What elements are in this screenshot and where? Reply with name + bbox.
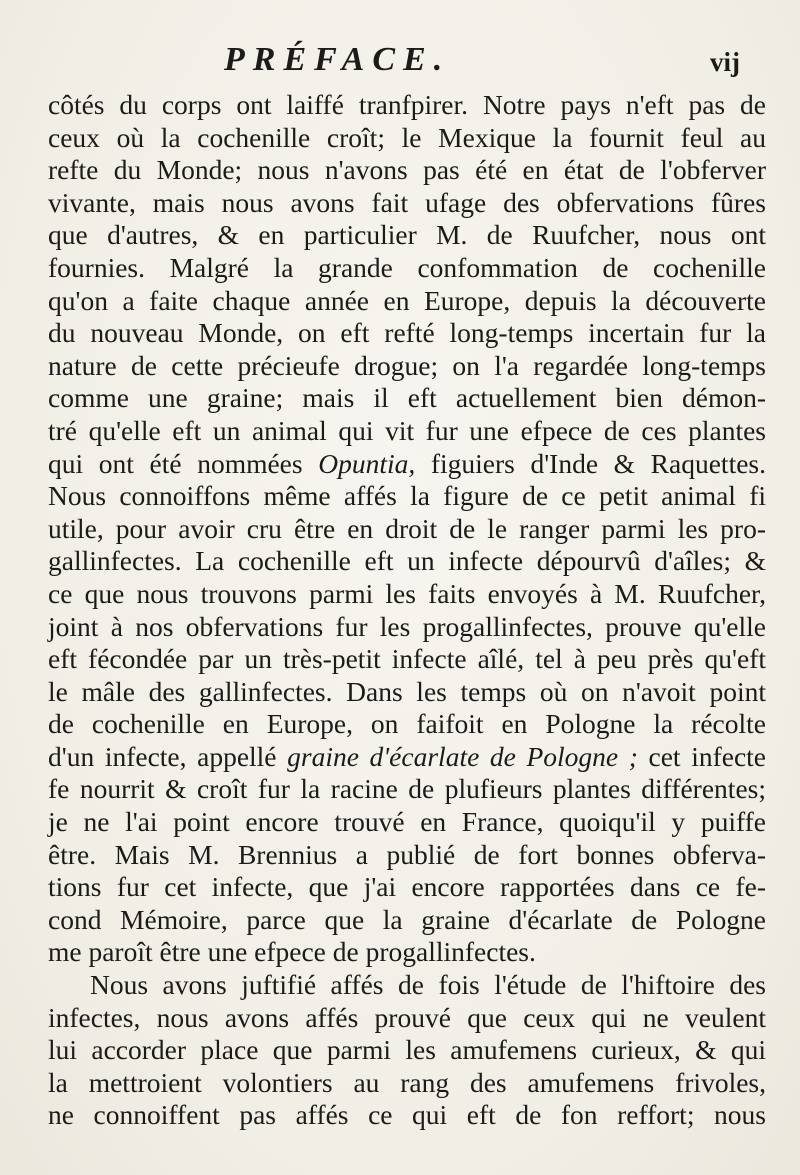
- text-run: nature de cette précieufe drogue; on l'a regardée long-temps: [48, 349, 766, 381]
- text-run: la mettroient volontiers au rang des amufemens frivoles,: [48, 1066, 766, 1098]
- text-line: [48, 350, 766, 383]
- text-run: cond Mémoire, parce que la graine d'écarlate de Pologne: [48, 903, 766, 935]
- text-run: vivante, mais nous avons fait ufage des obfervations fûres: [48, 186, 766, 218]
- text-line: [48, 480, 766, 513]
- text-line: [48, 611, 766, 644]
- text-run: lui accorder place que parmi les amufemens curieux, & qui: [48, 1034, 766, 1066]
- text-line: [48, 415, 766, 448]
- text-run: fournies. Malgré la grande confommation de cochenille: [48, 251, 766, 283]
- text-run: côtés du corps ont laiffé tranfpirer. Notre pays n'eft pas de: [48, 89, 766, 120]
- text-run: je ne l'ai point encore trouvé en France, quoiqu'il y puiffe: [48, 806, 766, 838]
- text-run: que d'autres, & en particulier M. de Ruufcher, nous ont: [48, 219, 766, 251]
- text-run: eft fécondée par un très-petit infecte aîlé, tel à peu près qu'eft: [48, 643, 766, 675]
- text-line: [48, 317, 766, 350]
- text-run: joint à nos obfervations fur les progallinfectes, prouve qu'elle: [48, 610, 766, 642]
- text-line: [48, 252, 766, 285]
- text-run: du nouveau Monde, on eft refté long-temps incertain fur la: [48, 317, 766, 349]
- text-run: Nous connoiffons même affés la figure de ce petit animal fi: [48, 480, 766, 512]
- text-run: utile, pour avoir cru être en droit de le ranger parmi les pro-: [48, 512, 766, 544]
- text-line: [48, 871, 766, 904]
- text-line: [48, 839, 766, 872]
- body-text: [48, 89, 766, 1132]
- text-line: [48, 708, 766, 741]
- text-line: [48, 969, 766, 1002]
- text-line: [48, 1002, 766, 1035]
- text-line: [48, 741, 766, 774]
- text-run: tions fur cet infecte, que j'ai encore rapportées dans ce fe-: [48, 871, 766, 903]
- text-line: [48, 806, 766, 839]
- text-run: figuiers d'Inde & Raquettes.: [415, 447, 766, 479]
- text-line: [48, 187, 766, 220]
- text-line: [48, 1067, 766, 1100]
- text-line: [48, 904, 766, 937]
- text-run: me paroît être une efpece de progallinfectes.: [48, 936, 536, 968]
- text-line: [48, 773, 766, 806]
- text-line: [48, 578, 766, 611]
- text-line: [48, 1034, 766, 1067]
- text-line: [48, 122, 766, 155]
- text-line: [48, 382, 766, 415]
- text-run: le mâle des gallinfectes. Dans les temps où on n'avoit point: [48, 675, 766, 707]
- text-run: fe nourrit & croît fur la racine de plufieurs plantes différentes;: [48, 773, 766, 805]
- text-line: [48, 1099, 766, 1132]
- text-run: refte du Monde; nous n'avons pas été en état de l'obferver: [48, 154, 766, 186]
- text-line: [48, 154, 766, 187]
- text-run: cet infecte: [637, 740, 766, 772]
- text-line: [48, 643, 766, 676]
- page-number: vij: [710, 47, 740, 77]
- text-run: ne connoiffent pas affés ce qui eft de fon reffort; nous: [48, 1099, 766, 1131]
- text-run: ce que nous trouvons parmi les faits envoyés à M. Ruufcher,: [48, 577, 766, 609]
- text-run: de cochenille en Europe, on faifoit en Pologne la récolte: [48, 708, 766, 740]
- text-run: gallinfectes. La cochenille eft un infecte dépourvû d'aîles; &: [48, 545, 766, 577]
- text-line: [48, 219, 766, 252]
- text-run: tré qu'elle eft un animal qui vit fur une efpece de ces plantes: [48, 414, 766, 446]
- page-header: [0, 36, 800, 84]
- text-run: graine d'écarlate de Pologne ;: [287, 740, 638, 772]
- text-run: ceux où la cochenille croît; le Mexique la fournit feul au: [48, 121, 766, 153]
- text-run: Opuntia,: [318, 447, 416, 479]
- text-run: qui ont été nommées: [48, 447, 319, 479]
- text-line: [48, 448, 766, 481]
- text-line: [48, 676, 766, 709]
- text-line: [48, 285, 766, 318]
- text-run: être. Mais M. Brennius a publié de fort bonnes obferva-: [48, 838, 766, 870]
- text-line: [48, 89, 766, 122]
- text-run: d'un infecte, appellé: [48, 740, 288, 772]
- text-run: Nous avons juftifié affés de fois l'étude de l'hiftoire des: [90, 969, 766, 1001]
- text-line: [48, 936, 766, 969]
- running-title: PRÉFACE.: [224, 41, 451, 78]
- text-line: [48, 545, 766, 578]
- text-line: [48, 513, 766, 546]
- text-run: qu'on a faite chaque année en Europe, depuis la découverte: [48, 284, 766, 316]
- text-run: infectes, nous avons affés prouvé que ceux qui ne veulent: [48, 1001, 766, 1033]
- text-run: comme une graine; mais il eft actuellement bien démon-: [48, 382, 766, 414]
